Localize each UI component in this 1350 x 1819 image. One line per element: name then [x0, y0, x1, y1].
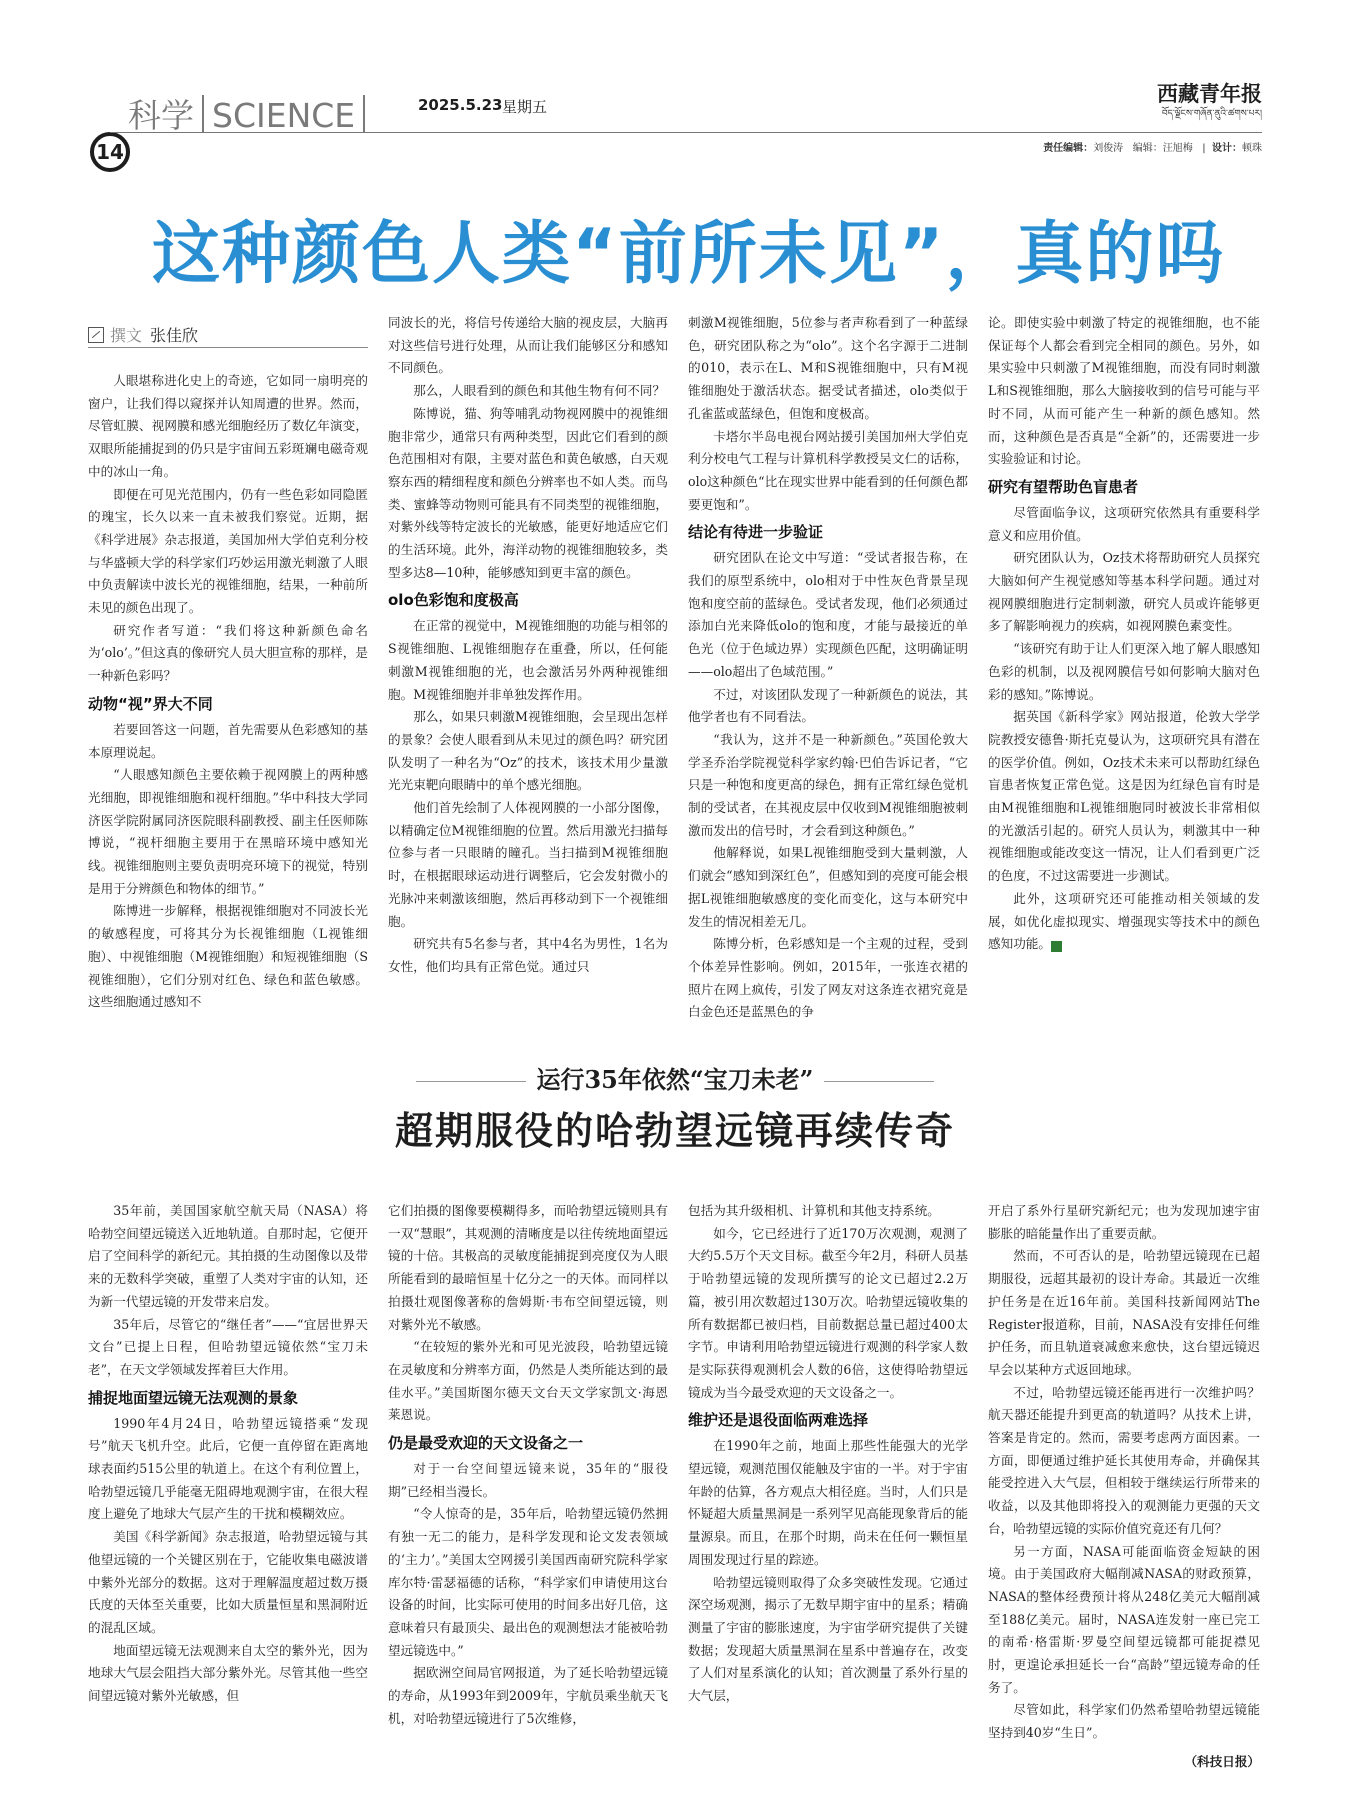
editor-credits: 责任编辑：刘俊涛 编辑：汪旭梅 | 设计：顿珠	[1043, 143, 1262, 154]
subhead: 仍是最受欢迎的天文设备之一	[388, 1434, 584, 1453]
article2-kicker: 运行35年依然“宝刀未老”	[0, 1060, 1350, 1095]
article1-column-2: 同波长的光，将信号传递给大脑的视皮层，大脑再对这些信号进行处理，从而让我们能够区分和感知不同颜色。 那么，人眼看到的颜色和其他生物有何不同？ 陈博说，猫、狗等哺乳动物视网膜中的视锥细胞非常少，通常只有两种类型，因此它们看到的颜色范围相对有限，主要对蓝色和黄色敏感，白天观察东西的精细程度和颜色分辨率也不如人类。而鸟类、蜜蜂等动物则可能具有不同类型的视锥细胞，对紫外线等特定波长的光敏感，能更好地适应它们的生活环境。此外，海洋动物的视锥细胞较多，类型多达8—10种，能够感知到更丰富的颜色。 olo色彩饱和度极高 在正常的视觉中，M视锥细胞的功能与相邻的S视锥细胞、L视锥细胞存在重叠，所以，任何能刺激M视锥细胞的光，也会激活另外两种视锥细胞。M视锥细胞并非单独发挥作用。 那么，如果只刺激M视锥细胞，会呈现出怎样的景象？会使人眼看到从未见过的颜色吗？研究团队发明了一种名为“Oz”的技术，该技术用少量激光光束靶向眼睛中的单个感光细胞。 他们首先绘制了人体视网膜的一小部分图像，以精确定位M视锥细胞的位置。然后用激光扫描每位参与者一只眼睛的瞳孔。当扫描到M视锥细胞时，在根据眼球运动进行调整后，它会发射微小的光脉冲来刺激该细胞，然后再移动到下一个视锥细胞。 研究共有5名参与者，其中4名为男性，1名为女性，他们均具有正常色觉。通过只	[388, 315, 668, 974]
page-number: 14	[90, 132, 130, 172]
section-label-cn: 科学	[128, 96, 194, 135]
section-divider	[363, 95, 365, 133]
byline-rule	[88, 347, 368, 348]
article1-byline: 撰文 张佳欣	[88, 323, 198, 346]
issue-weekday: 星期五	[502, 98, 548, 116]
article2-column-1: 35年前，美国国家航空航天局（NASA）将哈勃空间望远镜送入近地轨道。自那时起，它便开启了空间科学的新纪元。其拍摄的生动图像以及带来的无数科学突破，重塑了人类对宇宙的认知，还为新一代望远镜的开发带来启发。 35年后，尽管它的“继任者”——“宜居世界天文台”已提上日程，但哈勃望远镜依然“宝刀未老”，在天文学领域发挥着巨大作用。 捕捉地面望远镜无法观测的景象 1990年4月24日，哈勃望远镜搭乘“发现号”航天飞机升空。此后，它便一直停留在距离地球表面约515公里的轨道上。在这个有利位置上，哈勃望远镜几乎能毫无阻碍地观测宇宙，在很大程度上避免了地球大气层产生的干扰和模糊效应。 美国《科学新闻》杂志报道，哈勃望远镜与其他望远镜的一个关键区别在于，它能收集电磁波谱中紫外光部分的数据。这对于理解温度超过数万摄氏度的天体至关重要，比如大质量恒星和黑洞附近的混乱区域。 地面望远镜无法观测来自太空的紫外光，因为地球大气层会阻挡大部分紫外光。尽管其他一些空间望远镜对紫外光敏感，但	[88, 1203, 368, 1704]
article1-column-1: 人眼堪称进化史上的奇迹，它如同一扇明亮的窗户，让我们得以窥探并认知周遭的世界。然而，尽管虹膜、视网膜和感光细胞经历了数亿年演变，双眼所能捕捉到的仍只是宇宙间五彩斑斓电磁奇观中的冰山一角。 即便在可见光范围内，仍有一些色彩如同隐匿的瑰宝，长久以来一直未被我们察觉。近期，据《科学进展》杂志报道，美国加州大学伯克利分校与华盛顿大学的科学家们巧妙运用激光刺激了人眼中负责解读中波长光的视锥细胞，结果，一种前所未见的颜色出现了。 研究作者写道：“我们将这种新颜色命名为‘olo’。”但这真的像研究人员大胆宣称的那样，是一种新色彩吗？ 动物“视”界大不同 若要回答这一问题，首先需要从色彩感知的基本原理说起。 “人眼感知颜色主要依赖于视网膜上的两种感光细胞，即视锥细胞和视杆细胞。”华中科技大学同济医学院附属同济医院眼科副教授、副主任医师陈博说，“视杆细胞主要用于在黑暗环境中感知光线。视锥细胞则主要负责明亮环境下的视觉，特别是用于分辨颜色和物体的细节。” 陈博进一步解释，根据视锥细胞对不同波长光的敏感程度，可将其分为长视锥细胞（L视锥细胞）、中视锥细胞（M视锥细胞）和短视锥细胞（S视锥细胞），它们分别对红色、绿色和蓝色敏感。这些细胞通过感知不	[88, 373, 368, 1010]
subhead: olo色彩饱和度极高	[388, 591, 519, 610]
source-credit: （科技日报）	[1184, 1753, 1260, 1769]
subhead: 结论有待进一步验证	[688, 523, 824, 542]
subhead: 捕捉地面望远镜无法观测的景象	[88, 1388, 299, 1407]
kicker-rule	[416, 1081, 526, 1082]
subhead: 维护还是退役面临两难选择	[688, 1411, 869, 1430]
section-label-en: SCIENCE	[212, 96, 356, 135]
article1-column-4: 论。即使实验中刺激了特定的视锥细胞，也不能保证每个人都会看到完全相同的颜色。另外，如果实验中只刺激了M视锥细胞，而没有同时刺激L和S视锥细胞，那么大脑接收到的信号可能与平时不同，从而可能产生一种新的颜色感知。然而，这种颜色是否真是“全新”的，还需要进一步实验验证和讨论。 研究有望帮助色盲患者 尽管面临争议，这项研究依然具有重要科学意义和应用价值。 研究团队认为，Oz技术将帮助研究人员探究大脑如何产生视觉感知等基本科学问题。通过对视网膜细胞进行定制刺激，研究人员或许能够更多了解影响视力的疾病，如视网膜色素变性。 “该研究有助于让人们更深入地了解人眼感知色彩的机制，以及视网膜信号如何影响大脑对色彩的感知。”陈博说。 据英国《新科学家》网站报道，伦敦大学学院教授安德鲁·斯托克曼认为，这项研究具有潜在的医学价值。例如，Oz技术未来可以帮助红绿色盲患者恢复正常色觉。这是因为红绿色盲有时是由M视锥细胞和L视锥细胞同时被波长非常相似的光激活引起的。研究人员认为，刺激其中一种视锥细胞或能改变这一情况，让人们看到更广泛的色度，不过这需要进一步测试。 此外，这项研究还可能推动相关领域的发展，如优化虚拟现实、增强现实等技术中的颜色感知功能。 青	[988, 315, 1260, 952]
header-rule	[110, 132, 1262, 133]
article2-column-2: 它们拍摄的图像要模糊得多，而哈勃望远镜则具有一双“慧眼”，其观测的清晰度是以往传统地面望远镜的十倍。其极高的灵敏度能捕捉到亮度仅为人眼所能看到的最暗恒星十亿分之一的天体。而同样以拍摄壮观图像著称的詹姆斯·韦布空间望远镜，则对紫外光不敏感。 “在较短的紫外光和可见光波段，哈勃望远镜在灵敏度和分辨率方面，仍然是人类所能达到的最佳水平。”美国斯图尔德天文台天文学家凯文·海恩莱恩说。 仍是最受欢迎的天文设备之一 对于一台空间望远镜来说，35年的“服役期”已经相当漫长。 “令人惊奇的是，35年后，哈勃望远镜仍然拥有独一无二的能力，是科学发现和论文发表领域的‘主力’。”美国太空网援引美国西南研究院科学家库尔特·雷瑟福德的话称，“科学家们申请使用这台设备的时间，比实际可使用的时间多出好几倍，这意味着只有最顶尖、最出色的观测想法才能被哈勃望远镜选中。” 据欧洲空间局官网报道，为了延长哈勃望远镜的寿命，从1993年到2009年，宇航员乘坐航天飞机，对哈勃望远镜进行了5次维修，	[388, 1203, 668, 1726]
article2-headline: 超期服役的哈勃望远镜再续传奇	[394, 1109, 955, 1153]
newspaper-name-tibetan: བོད་ལྗོངས་གཞོན་ནུའི་ཚགས་པར།	[1161, 109, 1262, 119]
section-label	[128, 90, 373, 137]
issue-date: 2025.5.23	[418, 96, 503, 114]
subhead: 动物“视”界大不同	[88, 694, 213, 713]
kicker-rule	[824, 1081, 934, 1082]
end-mark-icon: 青	[1051, 941, 1062, 952]
subhead: 研究有望帮助色盲患者	[988, 477, 1139, 496]
newspaper-name: 西藏青年报	[1157, 81, 1262, 106]
pen-icon	[88, 327, 104, 343]
article2-column-4: 开启了系外行星研究新纪元；也为发现加速宇宙膨胀的暗能量作出了重要贡献。 然而，不可否认的是，哈勃望远镜现在已超期服役，远超其最初的设计寿命。其最近一次维护任务是在近16年前。美国科技新闻网站The Register报道称，目前，NASA没有安排任何维护任务，而且轨道衰减愈来愈快，这台望远镜迟早会以某种方式返回地球。 不过，哈勃望远镜还能再进行一次维护吗？航天器还能提升到更高的轨道吗？从技术上讲，答案是肯定的。然而，需要考虑两方面因素。一方面，即便通过维护延长其使用寿命，并确保其能受控进入大气层，但相较于继续运行所带来的收益，以及其他即将投入的观测能力更强的天文台，哈勃望远镜的实际价值究竟还有几何？ 另一方面，NASA可能面临资金短缺的困境。由于美国政府大幅削减NASA的财政预算，NASA的整体经费预计将从248亿美元大幅削减至188亿美元。届时，NASA连发射一座已完工的南希·格雷斯·罗曼空间望远镜都可能捉襟见肘，更遑论承担延长一台“高龄”望远镜寿命的任务了。 尽管如此，科学家们仍然希望哈勃望远镜能坚持到40岁“生日”。 （科技日报）	[988, 1200, 1260, 1800]
article1-headline: 这种颜色人类“前所未见”，真的吗	[152, 215, 1226, 294]
article1-column-3: 刺激M视锥细胞，5位参与者声称看到了一种蓝绿色，研究团队称之为“olo”。这个名字源于二进制的010，表示在L、M和S视锥细胞中，只有M视锥细胞处于激活状态。据受试者描述，olo类似于孔雀蓝或蓝绿色，但饱和度极高。 卡塔尔半岛电视台网站援引美国加州大学伯克利分校电气工程与计算机科学教授吴文仁的话称，olo这种颜色“比在现实世界中能看到的任何颜色都要更饱和”。 结论有待进一步验证 研究团队在论文中写道：“受试者报告称，在我们的原型系统中，olo相对于中性灰色背景呈现饱和度空前的蓝绿色。受试者发现，他们必须通过添加白光来降低olo的饱和度，才能与最接近的单色光（位于色域边界）实现颜色匹配，这明确证明——olo超出了色域范围。” 不过，对该团队发现了一种新颜色的说法，其他学者也有不同看法。 “我认为，这并不是一种新颜色。”英国伦敦大学圣乔治学院视觉科学家约翰·巴伯告诉记者，“它只是一种饱和度更高的绿色，拥有正常红绿色觉机制的受试者，在其视皮层中仅收到M视锥细胞被刺激而发出的信号时，才会看到这种颜色。” 他解释说，如果L视锥细胞受到大量刺激，人们就会“感知到深红色”，但感知到的亮度可能会根据L视锥细胞敏感度的变化而变化，这与本研究中发生的情况相差无几。 陈博分析，色彩感知是一个主观的过程，受到个体差异性影响。例如，2015年，一张连衣裙的照片在网上疯传，引发了网友对这条连衣裙究竟是白金色还是蓝黑色的争	[688, 315, 968, 1020]
section-divider	[202, 95, 204, 133]
article2-column-3: 包括为其升级相机、计算机和其他支持系统。 如今，它已经进行了近170万次观测，观测了大约5.5万个天文目标。截至今年2月，科研人员基于哈勃望远镜的发现所撰写的论文已超过2.2万篇，被引用次数超过130万次。哈勃望远镜收集的所有数据都已被归档，目前数据总量已超过400太字节。申请利用哈勃望远镜进行观测的科学家人数是实际获得观测机会人数的6倍，这使得哈勃望远镜成为当今最受欢迎的天文设备之一。 维护还是退役面临两难选择 在1990年之前，地面上那些性能强大的光学望远镜，观测范围仅能触及宇宙的一半。对于宇宙年龄的估算，各方观点大相径庭。当时，人们只是怀疑超大质量黑洞是一系列罕见高能现象背后的能量源泉。而且，在那个时期，尚未在任何一颗恒星周围发现过行星的踪迹。 哈勃望远镜则取得了众多突破性发现。它通过深空场观测，揭示了无数早期宇宙中的星系；精确测量了宇宙的膨胀速度，为宇宙学研究提供了关键数据；发现超大质量黑洞在星系中普遍存在，改变了人们对星系演化的认知；首次测量了系外行星的大气层，	[688, 1203, 968, 1704]
